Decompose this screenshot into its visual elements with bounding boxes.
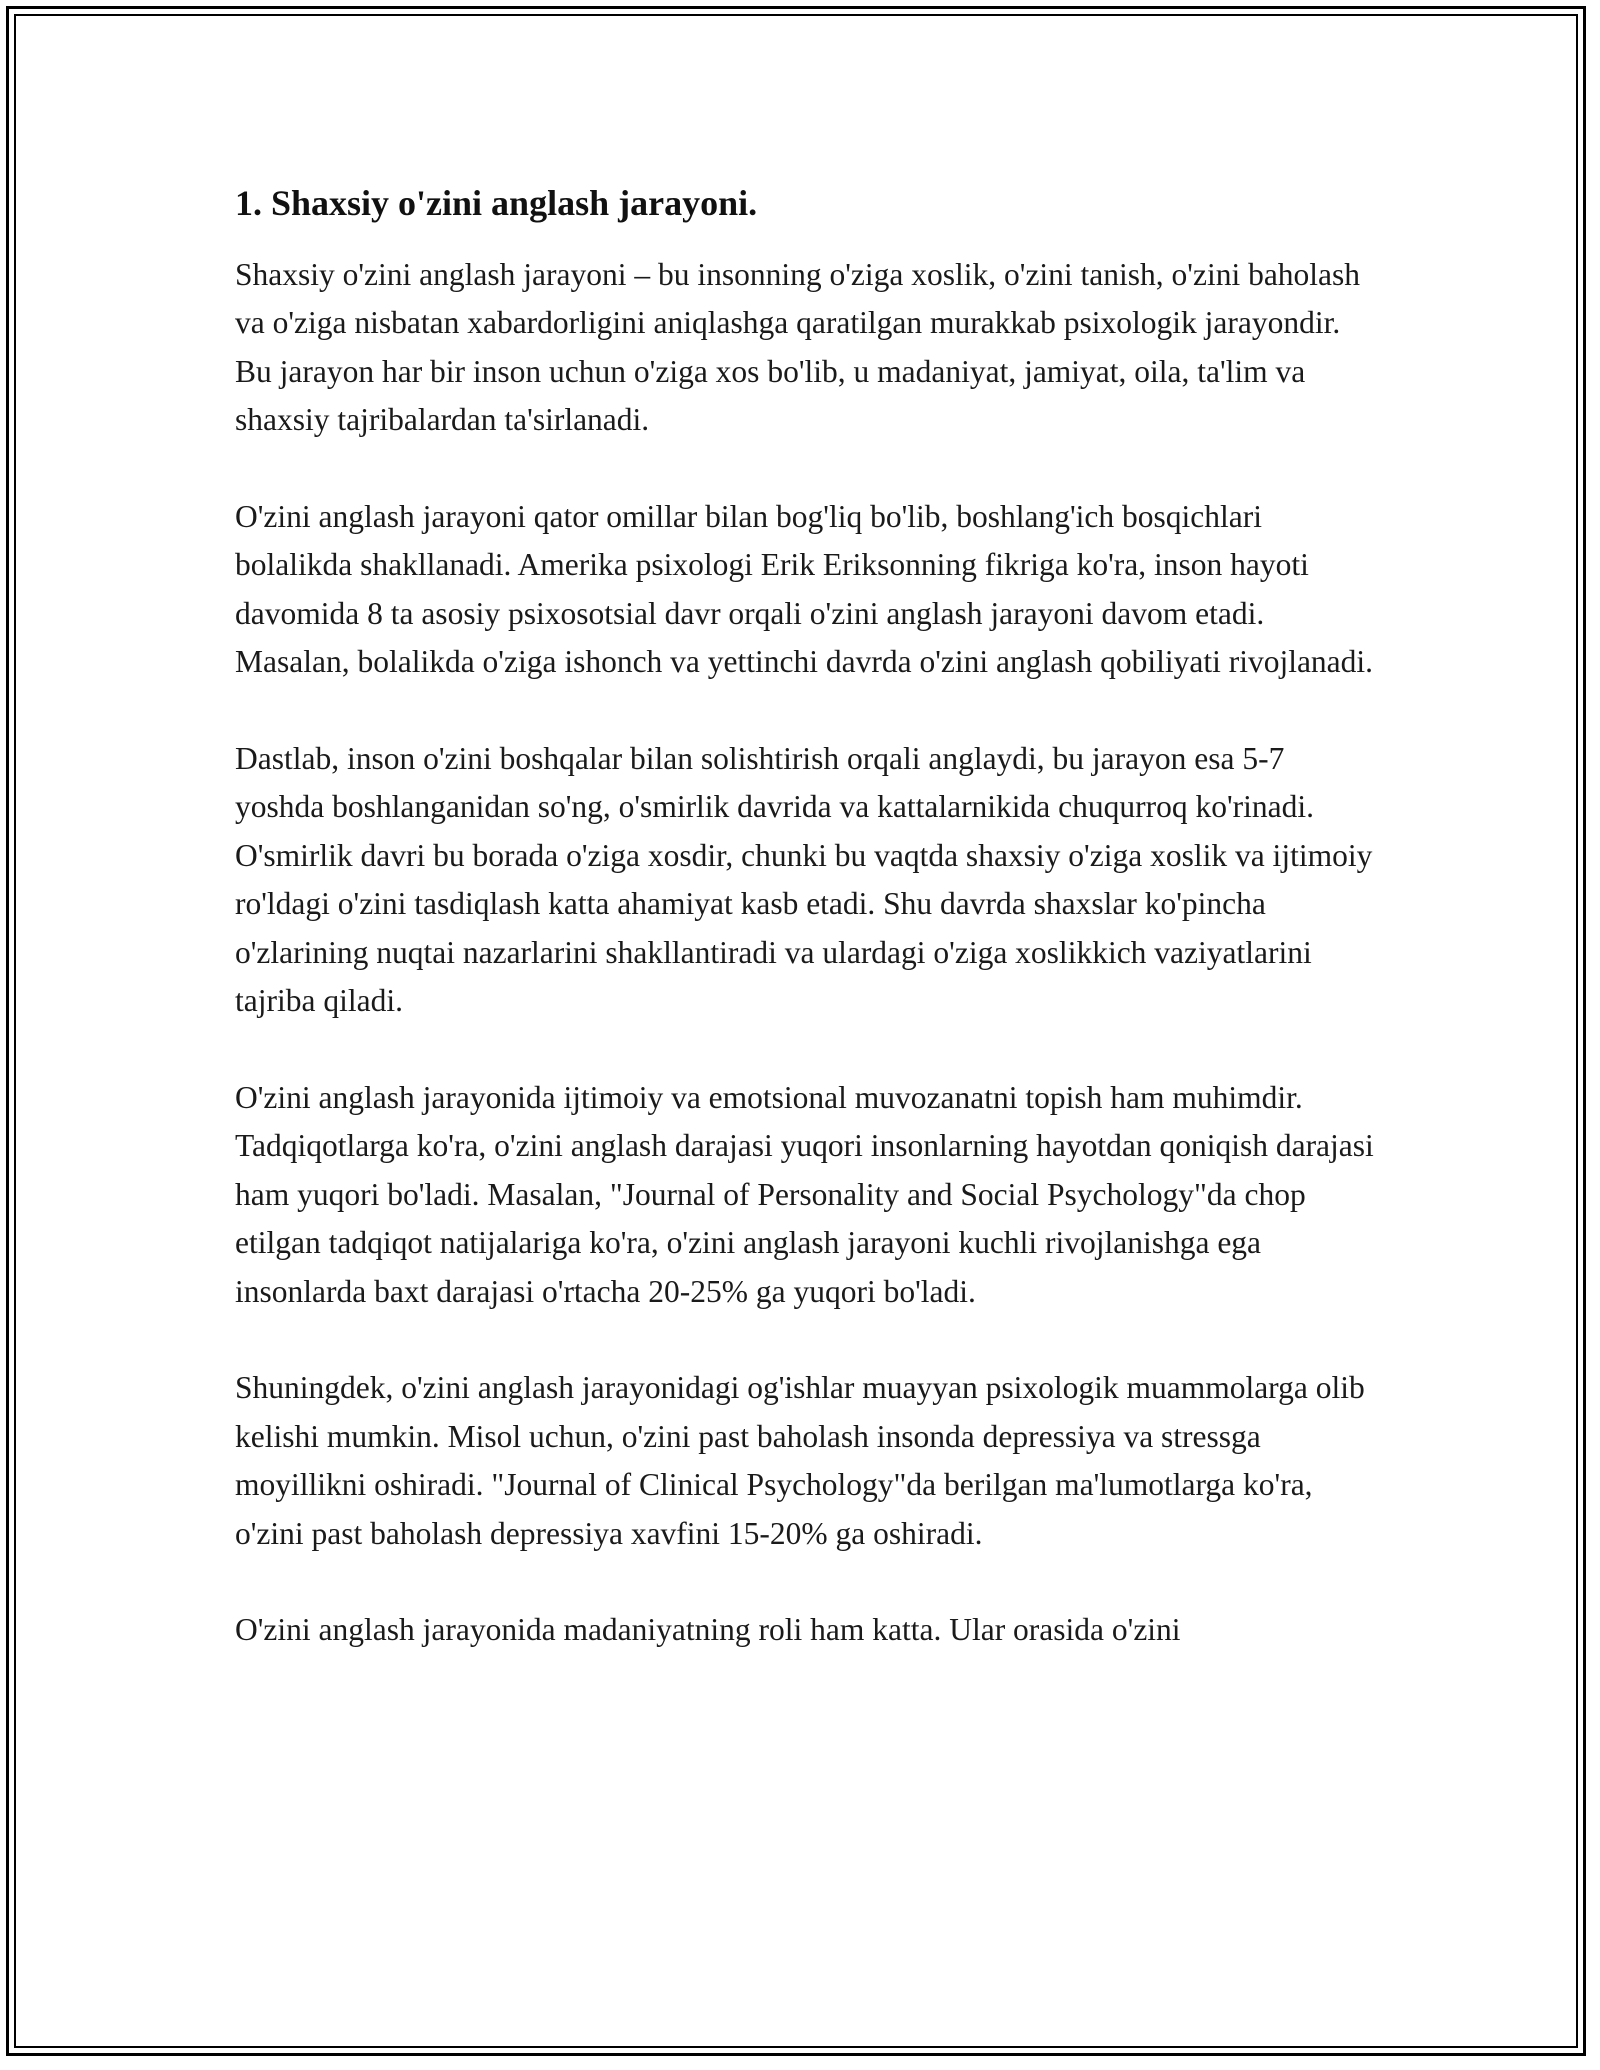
section-heading: 1. Shaxsiy o'zini anglash jarayoni. — [235, 183, 758, 223]
paragraph-1: Shaxsiy o'zini anglash jarayoni – bu insonning o'ziga xoslik, o'zini tanish, o'zini baholash va o'ziga nisbatan xabardorligini aniqlashga qaratilgan murakkab psixologik jarayondir. Bu jarayon har bir inson uchun o'ziga xos bo'lib, u madaniyat, jamiyat, oila, ta'lim va shaxsiy tajribalardan ta'sirlanadi. — [235, 256, 1361, 438]
paragraph-5: Shuningdek, o'zini anglash jarayonidagi og'ishlar muayyan psixologik muammolarga olib kelishi mumkin. Misol uchun, o'zini past baholash insonda depressiya va stressga moyillikni oshiradi. "Journal of Clinical Psychology"da berilgan ma'lumotlarga ko'ra, o'zini past baholash depressiya xavfini 15-20% ga oshiradi. — [235, 1370, 1365, 1551]
document-body — [235, 180, 1375, 1703]
paragraph-6: O'zini anglash jarayonida madaniyatning roli ham katta. Ular orasida o'zini — [235, 1612, 1181, 1648]
paragraph-3: Dastlab, inson o'zini boshqalar bilan solishtirish orqali anglaydi, bu jarayon esa 5-7 yoshda boshlanganidan so'ng, o'smirlik davrida va kattalarnikida chuqurroq ko'rinadi. O'smirlik davri bu borada o'ziga xosdir, chunki bu vaqtda shaxsiy o'ziga xoslik va ijtimoiy ro'ldagi o'zini tasdiqlash katta ahamiyat kasb etadi. Shu davrda shaxslar ko'pincha o'zlarining nuqtai nazarlarini shakllantiradi va ulardagi o'ziga xoslikkich vaziyatlarini tajriba qiladi. — [235, 740, 1373, 1019]
paragraph-4: O'zini anglash jarayonida ijtimoiy va emotsional muvozanatni topish ham muhimdir. Tadqiqotlarga ko'ra, o'zini anglash darajasi yuqori insonlarning hayotdan qoniqish darajasi ham yuqori bo'ladi. Masalan, "Journal of Personality and Social Psychology"da chop etilgan tadqiqot natijalariga ko'ra, o'zini anglash jarayoni kuchli rivojlanishga ega insonlarda baxt darajasi o'rtacha 20-25% ga yuqori bo'ladi. — [235, 1079, 1374, 1309]
paragraph-2: O'zini anglash jarayoni qator omillar bilan bog'liq bo'lib, boshlang'ich bosqichlari bolalikda shakllanadi. Amerika psixologi Erik Eriksonning fikriga ko'ra, inson hayoti davomida 8 ta asosiy psixosotsial davr orqali o'zini anglash jarayoni davom etadi. Masalan, bolalikda o'ziga ishonch va yettinchi davrda o'zini anglash qobiliyati rivojlanadi. — [235, 498, 1374, 680]
